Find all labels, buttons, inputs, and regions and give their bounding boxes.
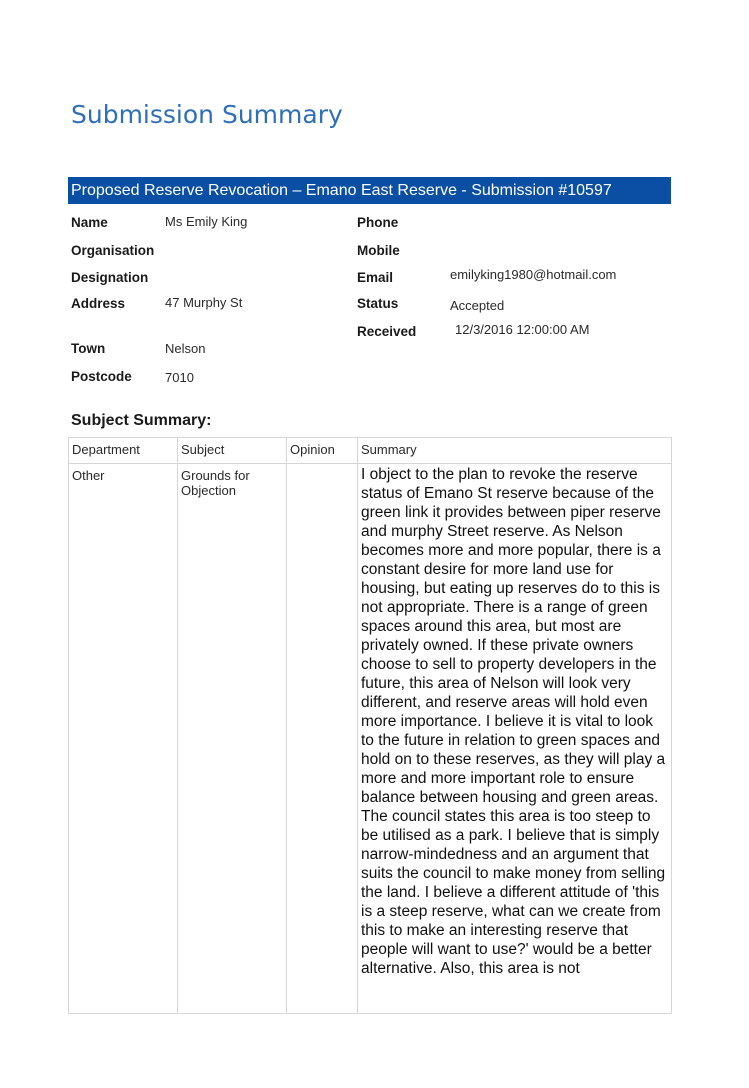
subject-summary-table	[68, 437, 672, 1014]
page-title: Submission Summary	[71, 100, 343, 129]
column-header-opinion: Opinion	[287, 438, 358, 464]
address-label: Address	[71, 296, 126, 311]
designation-label: Designation	[71, 270, 149, 285]
subject-summary-title: Subject Summary:	[71, 412, 212, 429]
status-label: Status	[357, 296, 399, 311]
column-header-department: Department	[69, 438, 178, 464]
status-value: Accepted	[450, 298, 505, 313]
postcode-value: 7010	[165, 370, 194, 385]
column-header-summary: Summary	[358, 438, 672, 464]
received-label: Received	[357, 324, 417, 339]
town-value: Nelson	[165, 341, 206, 356]
address-value: 47 Murphy St	[165, 295, 243, 310]
received-value: 12/3/2016 12:00:00 AM	[455, 322, 590, 337]
organisation-label: Organisation	[71, 243, 155, 258]
cell-summary: I object to the plan to revoke the reserve status of Emano St reserve because of the green link it provides between piper reserve and murphy Street reserve. As Nelson becomes more and more popular, there is a constant desire for more land use for housing, but eating up reserves do to this is not appropriate. There is a range of green spaces around this area, but most are privately owned. If these private owners choose to sell to property developers in the future, this area of Nelson will look very different, and reserve areas will hold even more importance. I believe it is vital to look to the future in relation to green spaces and hold on to these reserves, as they will play a more and more important role to ensure balance between housing and green areas. The council states this area is too steep to be utilised as a park. I believe that is simply narrow-mindedness and an argument that suits the council to make money from selling the land. I believe a different attitude of 'this is a steep reserve, what can we create from this to make an interesting reserve that people will want to use?' would be a better alternative. Also, this area is not	[358, 464, 672, 1014]
column-header-subject: Subject	[178, 438, 287, 464]
table-row	[69, 464, 672, 1014]
name-value: Ms Emily King	[165, 214, 248, 229]
town-label: Town	[71, 341, 106, 356]
cell-subject: Grounds for Objection	[178, 464, 287, 1014]
phone-label: Phone	[357, 215, 399, 230]
cell-department: Other	[69, 464, 178, 1014]
postcode-label: Postcode	[71, 369, 132, 384]
table-header-row	[69, 438, 672, 464]
email-value: emilyking1980@hotmail.com	[450, 267, 617, 282]
submission-banner: Proposed Reserve Revocation – Emano East Reserve - Submission #10597	[68, 177, 671, 204]
name-label: Name	[71, 215, 108, 230]
mobile-label: Mobile	[357, 243, 400, 258]
cell-opinion	[287, 464, 358, 1014]
email-label: Email	[357, 270, 394, 285]
